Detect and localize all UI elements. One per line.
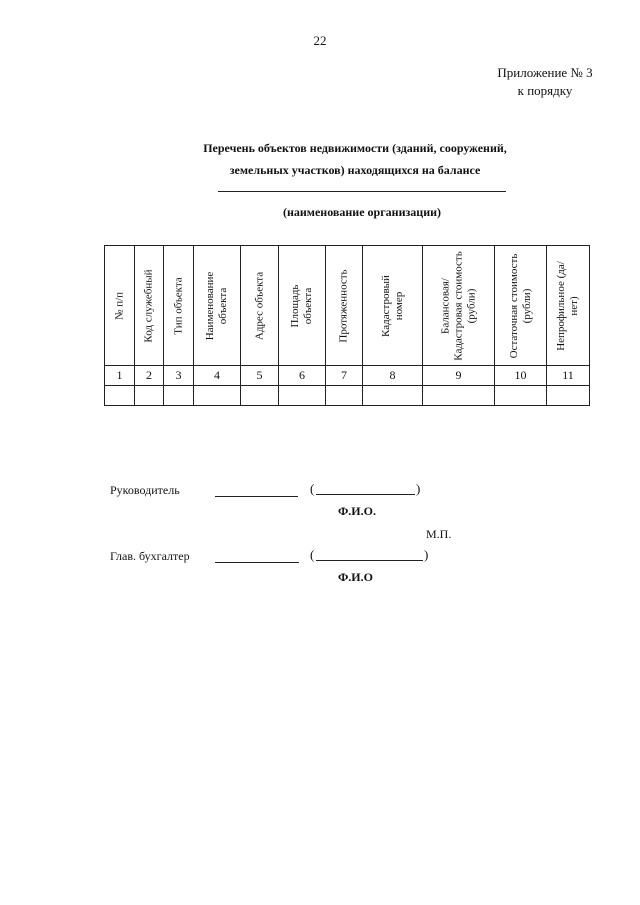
- column-number: 11: [547, 366, 590, 386]
- col-header: [547, 246, 590, 366]
- col-header-label: Наименование объекта: [204, 271, 229, 340]
- page-number: 22: [313, 33, 327, 48]
- table-cell: [135, 386, 164, 406]
- table-cell: [423, 386, 495, 406]
- col-header-label: Код служебный: [142, 268, 155, 343]
- head-label: Руководитель: [110, 483, 180, 497]
- table-header-row: [105, 246, 590, 366]
- head-fio-open: (: [310, 481, 315, 496]
- organization-caption: (наименование организации): [282, 205, 442, 219]
- col-header: [241, 246, 279, 366]
- table-cell: [241, 386, 279, 406]
- appendix-line-2: к порядку: [517, 83, 573, 98]
- col-header-label: Балансовая/ Кадастровая стоимость (рубли): [439, 250, 477, 361]
- col-header: [495, 246, 547, 366]
- table-cell: [105, 386, 135, 406]
- document-title: [150, 137, 560, 181]
- col-header: [423, 246, 495, 366]
- column-number: 9: [423, 366, 495, 386]
- col-header: [135, 246, 164, 366]
- column-number: 2: [135, 366, 164, 386]
- column-number-row: [105, 366, 590, 386]
- table-cell: [194, 386, 241, 406]
- accountant-signature-line: [215, 562, 299, 563]
- column-number: 3: [164, 366, 194, 386]
- table-row: [105, 386, 590, 406]
- col-header-label: Тип объекта: [172, 276, 184, 335]
- col-header-label: № п/п: [113, 291, 125, 320]
- col-header: [105, 246, 135, 366]
- head-fio-line: [316, 494, 415, 495]
- col-header-label: Адрес объекта: [253, 271, 265, 340]
- head-fio-caption: Ф.И.О.: [338, 504, 376, 518]
- table-cell: [279, 386, 326, 406]
- col-header-label: Протяженность: [337, 268, 350, 343]
- accountant-fio-close: ): [424, 547, 429, 562]
- accountant-fio-line: [316, 560, 423, 561]
- column-number: 1: [105, 366, 135, 386]
- col-header-label: Непрофильное (да/нет): [555, 260, 580, 351]
- col-header: [363, 246, 423, 366]
- col-header: [326, 246, 363, 366]
- objects-table: [104, 245, 590, 406]
- col-header: [279, 246, 326, 366]
- column-number: 6: [279, 366, 326, 386]
- table-cell: [326, 386, 363, 406]
- table-cell: [363, 386, 423, 406]
- table-cell: [495, 386, 547, 406]
- table-cell: [164, 386, 194, 406]
- organization-name-line: [218, 191, 506, 192]
- column-number: 10: [495, 366, 547, 386]
- col-header: [194, 246, 241, 366]
- col-header: [164, 246, 194, 366]
- appendix-line-1: Приложение № 3: [497, 65, 593, 80]
- column-number: 8: [363, 366, 423, 386]
- head-fio-close: ): [416, 481, 421, 496]
- table-cell: [547, 386, 590, 406]
- accountant-fio-open: (: [310, 547, 315, 562]
- column-number: 4: [194, 366, 241, 386]
- head-signature-line: [215, 496, 298, 497]
- col-header-label: Кадастровый номер: [379, 274, 405, 337]
- title-line-1: Перечень объектов недвижимости (зданий, сооружений,: [203, 141, 507, 155]
- accountant-label: Глав. бухгалтер: [110, 549, 190, 563]
- title-line-2: земельных участков) находящихся на балансе: [229, 163, 481, 177]
- accountant-fio-caption: Ф.И.О: [338, 570, 373, 584]
- appendix-note: [480, 64, 610, 100]
- col-header-label: Площадь объекта: [289, 284, 314, 327]
- stamp-place: М.П.: [426, 527, 452, 541]
- column-number: 5: [241, 366, 279, 386]
- col-header-label: Остаточная стоимость (рубли): [507, 253, 533, 358]
- column-number: 7: [326, 366, 363, 386]
